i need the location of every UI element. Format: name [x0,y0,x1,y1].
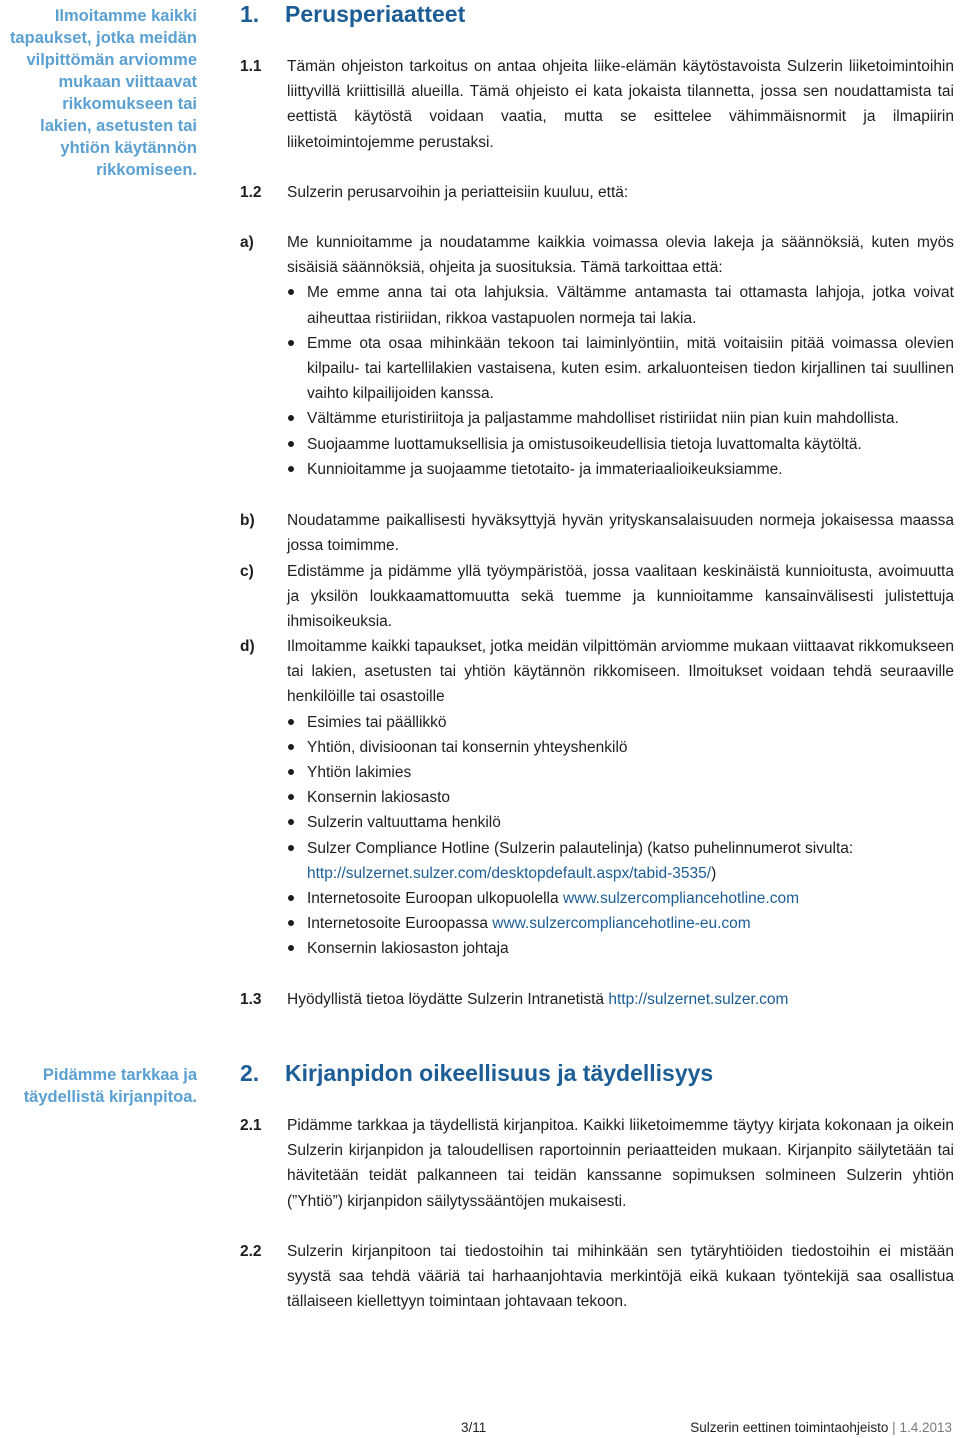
internet-outside-text: Internetosoite Euroopan ulkopuolella [307,890,563,908]
paragraph-number: 1.1 [240,58,262,75]
paragraph-text: Tämän ohjeiston tarkoitus on antaa ohjeita liike-elämän käytöstavoista Sulzerin liiketoimintoihin liittyvillä kriittisillä alueilla. Tämä ohjeisto ei kata jokaista tilannetta, jossa sen noudattamista tai eettistä käytöstä voidaan vaatia, mutta se esittelee vähimmäisnormit ja ilmapiirin liiketoimintojemme perustaksi. [287,58,954,151]
paragraph-1-1 [240,54,954,155]
list-item: Emme ota osaa mihinkään tekoon tai laiminlyöntiin, mitä voitaisiin pitää voimassa olevien kilpailu- tai kartellilakien vastaisena, kuten esim. arkaluonteisen tiedon kirjallinen tai suullinen vaihto kilpailijoiden kanssa. [287,331,954,407]
item-label: b) [240,512,255,529]
list-item: Yhtiön, divisioonan tai konsernin yhteyshenkilö [287,735,954,760]
footer-document-info [690,1420,952,1436]
hotline-website-link[interactable]: www.sulzercompliancehotline.com [562,890,799,908]
section-1-number: 1. [240,1,260,27]
paragraph-text: Hyödyllistä tietoa löydätte Sulzerin Intranetistä [287,991,609,1008]
hotline-text: Sulzer Compliance Hotline (Sulzerin palautelinja) (katso puhelinnumerot sivulta: [307,839,854,857]
item-b-text: Noudatamme paikallisesti hyväksyttyjä hyvän yrityskansalaisuuden normeja jokaisessa maassa jossa toimimme. [287,512,954,555]
list-item-internet-outside [287,886,954,911]
intranet-link[interactable]: http://sulzernet.sulzer.com [608,991,789,1008]
section-2-number: 2. [240,1060,260,1086]
item-c-text: Edistämme ja pidämme yllä työympäristöä, jossa vaalitaan keskinäistä kunnioitusta, avoimuutta ja yksilön loukkaamattomuutta sekä tuemme ja kunnioitamme kansainvälisesti julistettuja ihmisoikeuksia. [287,563,954,631]
sidenote-bookkeeping: Pidämme tarkkaa ja täydellistä kirjanpitoa. [23,1066,197,1106]
paragraph-text: Pidämme tarkkaa ja täydellistä kirjanpitoa. Kaikki liiketoimemme täytyy kirjata kokonaan ja oikein Sulzerin kirjanpidon ja taloudellisen raportoinnin periaatteiden mukaan. Kirjanpito säilytetään tai hävitetään teidät palkanneen tai teidän kanssanne sopimuksen solmineen Sulzerin yhtiön (”Yhtiö”) kirjanpidon säilytyssääntöjen mukaisesti. [287,1117,954,1210]
hotline-link[interactable]: http://sulzernet.sulzer.com/desktopdefault.aspx/tabid-3535/ [307,864,712,882]
paragraph-number: 2.1 [240,1117,262,1134]
paragraph-1-3 [240,987,954,1012]
list-item-internet-europe [287,911,954,936]
section-2-title: Kirjanpidon oikeellisuus ja täydellisyys [285,1060,714,1086]
item-a-intro: Me kunnioitamme ja noudatamme kaikkia voimassa olevia lakeja ja säännöksiä, kuten myös sisäisiä säännöksiä, ohjeita ja suosituksia. Tämä tarkoittaa että: [287,234,954,277]
paragraph-text: Sulzerin kirjanpitoon tai tiedostoihin tai mihinkään sen tytäryhtiöiden tiedostoihin ei mistään syystä saa tehdä vääriä tai harhaanjohtavia merkintöjä eikä kukaan työntekijä saa osallistua tällaiseen kiellettyyn toimintaan johtavaan tekoon. [287,1243,954,1311]
footer-separator: | [892,1420,896,1435]
footer-document-title: Sulzerin eettinen toimintaohjeisto [690,1420,889,1435]
list-item: Sulzerin valtuuttama henkilö [287,810,954,835]
list-item: Suojaamme luottamuksellisia ja omistusoikeudellisia tietoja luvattomalta käytöltä. [287,432,954,457]
paragraph-1-2 [240,180,954,205]
sidenote-reporting: Ilmoitamme kaikki tapaukset, jotka meidän vilpittömän arviomme mukaan viittaavat rikkomukseen tai lakien, asetusten tai yhtiön käytännön rikkomiseen. [9,7,197,179]
hotline-end: ) [711,864,717,882]
item-label: c) [240,563,254,580]
paragraph-number: 1.2 [240,184,262,201]
hotline-eu-website-link[interactable]: www.sulzercompliancehotline-eu.com [492,915,751,933]
list-item: Vältämme eturistiriitoja ja paljastamme mahdolliset ristiriidat niin pian kuin mahdollista. [287,406,954,431]
item-label: d) [240,638,255,655]
list-item: Me emme anna tai ota lahjuksia. Vältämme antamasta tai ottamasta lahjoja, jotka voivat aiheuttaa ristiriidan, rikkoa vastapuolen normeja tai lakia. [287,280,954,330]
paragraph-text: Sulzerin perusarvoihin ja periatteisiin kuuluu, että: [287,184,629,201]
item-c [240,559,954,635]
item-a [240,230,954,482]
paragraph-number: 2.2 [240,1243,262,1260]
footer-date: 1.4.2013 [899,1420,952,1435]
internet-europe-text: Internetosoite Euroopassa [307,915,493,933]
paragraph-2-1 [240,1113,954,1214]
list-item: Konsernin lakiosaston johtaja [287,936,954,961]
list-item: Yhtiön lakimies [287,760,954,785]
paragraph-number: 1.3 [240,991,262,1008]
item-d [240,634,954,962]
section-1-title: Perusperiaatteet [285,1,466,27]
item-a-bullet-list [287,280,954,482]
paragraph-2-2 [240,1239,954,1315]
list-item-hotline [287,836,954,886]
item-b [240,508,954,558]
list-item: Esimies tai päällikkö [287,710,954,735]
item-d-bullet-list [287,710,954,962]
list-item: Konsernin lakiosasto [287,785,954,810]
item-label: a) [240,234,254,251]
item-d-intro: Ilmoitamme kaikki tapaukset, jotka meidän vilpittömän arviomme mukaan viittaavat rikkomukseen tai lakien, asetusten tai yhtiön käytännön rikkomiseen. Ilmoitukset voidaan tehdä seuraaville henkilöille tai osastoille [287,638,954,706]
list-item: Kunnioitamme ja suojaamme tietotaito- ja immateriaalioikeuksiamme. [287,457,954,482]
page-number: 3/11 [461,1420,487,1435]
